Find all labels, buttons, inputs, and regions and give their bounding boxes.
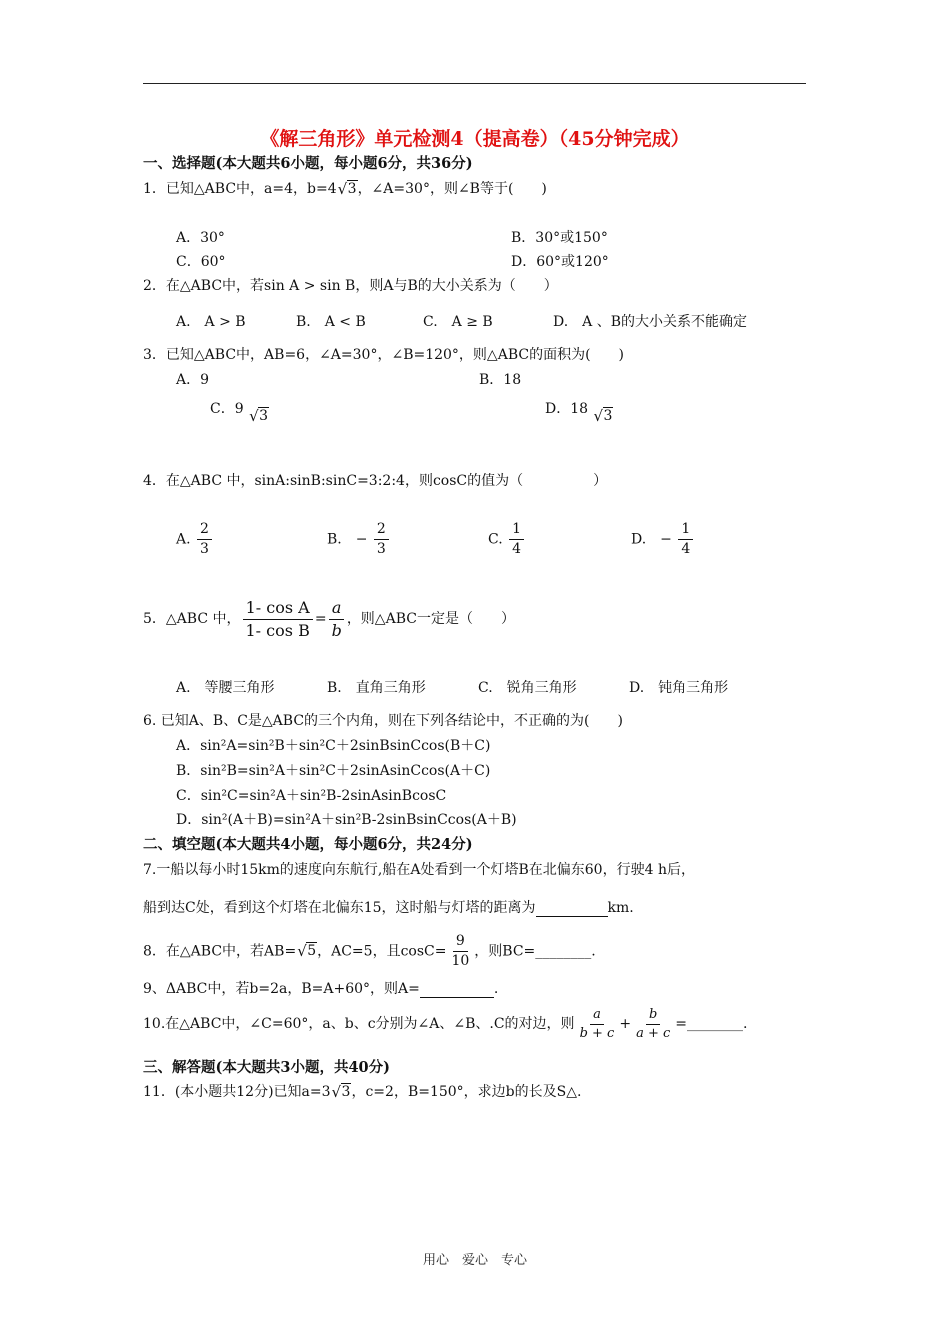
question-5-option-c: C. 锐角三角形 (478, 680, 577, 696)
sqrt-sign: √ 3 (594, 408, 614, 424)
question-3-option-a: A．9 (176, 372, 210, 388)
question-1 (143, 178, 547, 198)
section-choice-heading: 一、选择题(本大题共6小题，每小题6分，共36分) (143, 155, 473, 172)
page-footer: 用心 爱心 专心 (422, 1253, 527, 1268)
document-title: 《解三角形》单元检测4（提高卷）（45分钟完成） (260, 128, 690, 150)
question-5-option-b: B. 直角三角形 (327, 680, 426, 696)
fraction: $\frac{2}{3}$ (197, 520, 212, 559)
sqrt-sign: √ 3 (249, 408, 269, 424)
answer-blank (420, 981, 494, 998)
section-solve-heading: 三、解答题(本大题共3小题，共40分) (143, 1059, 390, 1076)
question-3-option-d: D．18 √ 3 (545, 398, 613, 418)
question-6-option-b: B．sin²B=sin²A＋sin²C＋2sinAsinCcos(A＋C) (176, 763, 491, 779)
sqrt-sign: √ 5 (297, 943, 317, 959)
header-rule (143, 83, 806, 84)
question-3-option-c: C．9 √ 3 (210, 398, 269, 418)
fraction: $\frac{\text{1- cos A}}{\text{1- cos B}}$ (243, 597, 313, 641)
question-6-option-c: C．sin²C=sin²A＋sin²B-2sinAsinBcosC (176, 788, 447, 804)
fraction: $\frac{1}{4}$ (509, 520, 524, 559)
fraction: $\frac{9}{10}$ (451, 933, 470, 969)
question-4-option-d: D. − $\frac{1}{4}$ (631, 520, 695, 559)
question-4-option-b: B. − $\frac{2}{3}$ (327, 520, 391, 559)
question-2-option-d: D. A 、B的大小关系不能确定 (553, 314, 748, 330)
section-fill-heading: 二、填空题(本大题共4小题，每小题6分，共24分) (143, 836, 473, 853)
question-2-option-a: A. A > B (176, 314, 246, 330)
question-4-stem: 4．在△ABC 中，sinA:sinB:sinC=3:2:4，则cosC的值为（ ） (143, 473, 608, 489)
question-4-option-c: C. $\frac{1}{4}$ (488, 520, 526, 559)
question-1-option-c: C．60° (176, 254, 226, 270)
answer-blank (536, 900, 608, 917)
question-8: 8．在△ABC中，若AB=√ 5，AC=5，且cosC= $\frac{9}{10}$ ，则BC=________. (143, 932, 596, 971)
question-10: 10.在△ABC中，∠C=60°，a、b、c分别为∠A、∠B、.C的对边，则 $\frac{a}{b + c}$ + $\frac{b}{a + c}$ =________. (143, 1007, 748, 1041)
question-3-option-b: B．18 (479, 372, 522, 388)
question-6-option-d: D．sin²(A＋B)=sin²A＋sin²B-2sinBsinCcos(A＋B) (176, 812, 517, 828)
question-2-stem: 2．在△ABC中，若sin A > sin B，则A与B的大小关系为（ ） (143, 278, 558, 294)
question-11: 11．(本小题共12分)已知a=3√ 3，c=2，B=150°，求边b的长及S△. (143, 1081, 581, 1101)
question-1-stem-b: ，∠A=30°，则∠B等于( ) (357, 181, 547, 197)
fraction: $\frac{1}{4}$ (678, 520, 693, 559)
question-7-line-1: 7.一船以每小时15km的速度向东航行,船在A处看到一个灯塔B在北偏东60，行驶4 h后， (143, 862, 695, 878)
question-1-option-d: D．60°或120° (511, 254, 609, 270)
question-5-stem: 5．△ABC 中， $\frac{\text{1- cos A}}{\text{1- cos B}}$ = $\frac{a}{b}$ ，则△ABC一定是（ ） (143, 598, 515, 640)
fraction: $\frac{2}{3}$ (374, 520, 389, 559)
fraction: $\frac{a}{b + c}$ (579, 1007, 615, 1041)
fraction: $\frac{a}{b}$ (329, 597, 345, 641)
fraction: $\frac{b}{a + c}$ (636, 1007, 671, 1041)
sqrt-sign: √ 3 (338, 181, 358, 197)
question-1-option-b: B．30°或150° (511, 230, 608, 246)
question-9: 9、ΔABC中，若b=2a，B=A+60°，则A= . (143, 981, 499, 997)
question-5-option-d: D. 钝角三角形 (629, 680, 729, 696)
question-4-option-a: A. $\frac{2}{3}$ (176, 520, 214, 559)
question-2-option-b: B. A < B (296, 314, 366, 330)
question-3-stem: 3．已知△ABC中，AB=6，∠A=30°，∠B=120°，则△ABC的面积为( ) (143, 347, 624, 363)
question-2-option-c: C. A ≥ B (423, 314, 493, 330)
question-5-option-a: A. 等腰三角形 (176, 680, 275, 696)
sqrt-sign: √ 3 (332, 1084, 352, 1100)
question-6-option-a: A．sin²A=sin²B＋sin²C＋2sinBsinCcos(B＋C) (176, 738, 491, 754)
question-1-stem-a: 1．已知△ABC中，a=4，b=4 (143, 181, 337, 197)
question-7-line-2: 船到达C处，看到这个灯塔在北偏东15，这时船与灯塔的距离为 km. (143, 900, 634, 916)
question-1-option-a: A．30° (176, 230, 225, 246)
question-6-stem: 6. 已知A、B、C是△ABC的三个内角，则在下列各结论中，不正确的为( ) (143, 713, 623, 729)
